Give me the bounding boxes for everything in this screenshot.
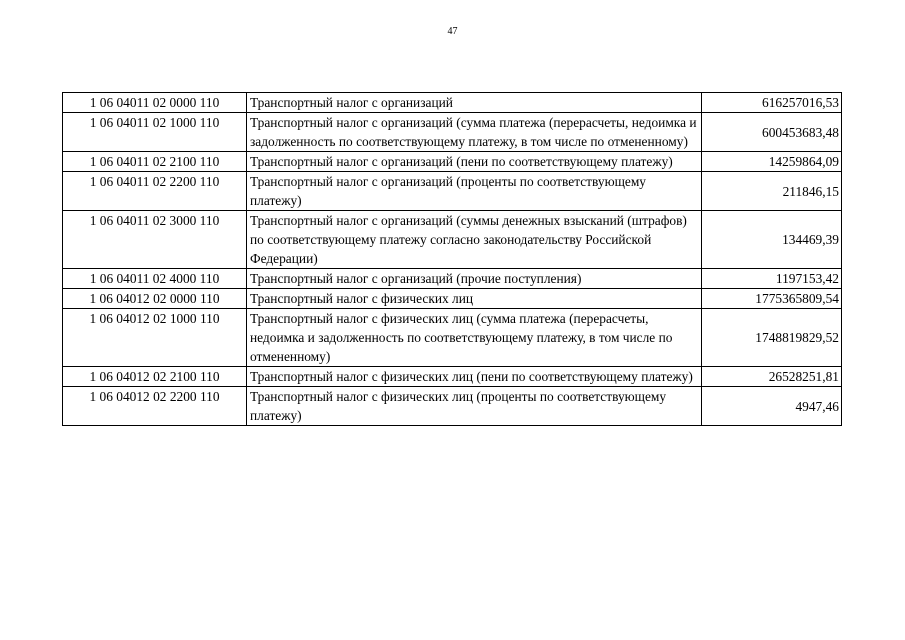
amount-cell: 26528251,81 (702, 367, 842, 387)
amount-cell: 1775365809,54 (702, 289, 842, 309)
budget-code-cell: 1 06 04012 02 1000 110 (63, 309, 247, 367)
budget-code-cell: 1 06 04011 02 1000 110 (63, 113, 247, 152)
amount-cell: 134469,39 (702, 211, 842, 269)
budget-code-cell: 1 06 04011 02 4000 110 (63, 269, 247, 289)
revenue-name-cell: Транспортный налог с физических лиц (сумма платежа (перерасчеты, недоимка и задолженность по соответствующему платежу, в том числе по отмененному) (247, 309, 702, 367)
amount-cell: 600453683,48 (702, 113, 842, 152)
revenue-name-cell: Транспортный налог с организаций (прочие поступления) (247, 269, 702, 289)
table-row (63, 289, 842, 309)
table-row (63, 269, 842, 289)
table-row (63, 113, 842, 152)
table-row (63, 93, 842, 113)
budget-revenue-table (62, 92, 842, 426)
revenue-name-cell: Транспортный налог с физических лиц (проценты по соответствующему платежу) (247, 387, 702, 426)
revenue-name-cell: Транспортный налог с организаций (сумма платежа (перерасчеты, недоимка и задолженность по соответствующему платежу, в том числе по отмененному) (247, 113, 702, 152)
table-row (63, 152, 842, 172)
revenue-name-cell: Транспортный налог с организаций (пени по соответствующему платежу) (247, 152, 702, 172)
table-row (63, 309, 842, 367)
table-row (63, 367, 842, 387)
amount-cell: 616257016,53 (702, 93, 842, 113)
budget-code-cell: 1 06 04012 02 2200 110 (63, 387, 247, 426)
amount-cell: 1748819829,52 (702, 309, 842, 367)
revenue-name-cell: Транспортный налог с физических лиц (пени по соответствующему платежу) (247, 367, 702, 387)
revenue-name-cell: Транспортный налог с организаций (247, 93, 702, 113)
budget-code-cell: 1 06 04012 02 0000 110 (63, 289, 247, 309)
table-row (63, 387, 842, 426)
budget-code-cell: 1 06 04011 02 2200 110 (63, 172, 247, 211)
budget-code-cell: 1 06 04011 02 3000 110 (63, 211, 247, 269)
amount-cell: 14259864,09 (702, 152, 842, 172)
revenue-name-cell: Транспортный налог с физических лиц (247, 289, 702, 309)
table-row (63, 172, 842, 211)
table-row (63, 211, 842, 269)
page-number: 47 (447, 26, 458, 37)
amount-cell: 1197153,42 (702, 269, 842, 289)
budget-code-cell: 1 06 04011 02 0000 110 (63, 93, 247, 113)
revenue-name-cell: Транспортный налог с организаций (суммы денежных взысканий (штрафов) по соответствующему платежу согласно законодательству Российской Федерации) (247, 211, 702, 269)
amount-cell: 4947,46 (702, 387, 842, 426)
budget-code-cell: 1 06 04012 02 2100 110 (63, 367, 247, 387)
amount-cell: 211846,15 (702, 172, 842, 211)
revenue-name-cell: Транспортный налог с организаций (проценты по соответствующему платежу) (247, 172, 702, 211)
budget-code-cell: 1 06 04011 02 2100 110 (63, 152, 247, 172)
